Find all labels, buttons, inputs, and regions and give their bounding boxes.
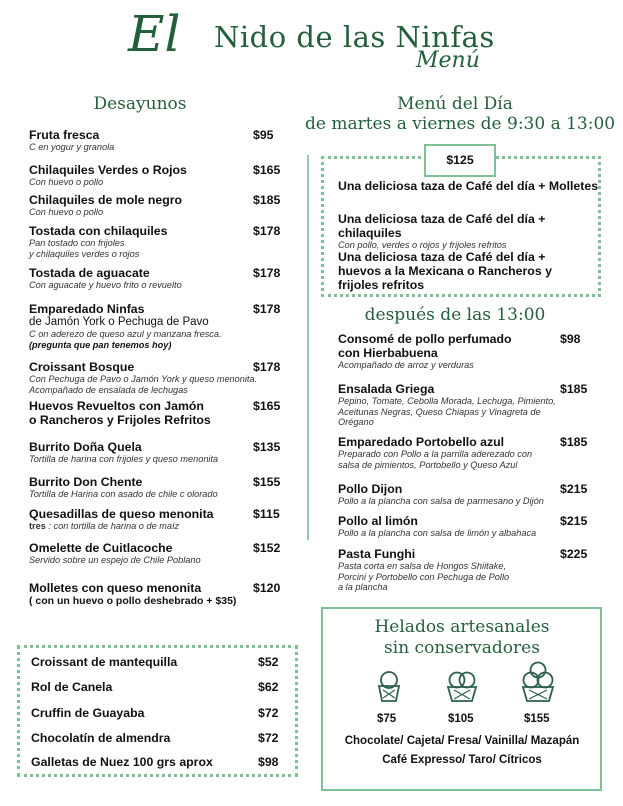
- menu-item: [338, 547, 560, 593]
- item-name: Pollo Dijon: [338, 482, 403, 496]
- item-name: Tostada con chilaquiles: [29, 224, 168, 238]
- logo-el-script: El: [128, 5, 181, 63]
- item-description: Pasta corta en salsa de Hongos Shiitake,: [338, 561, 507, 571]
- item-description: y chilaquiles verdes o rojos: [29, 248, 140, 259]
- item-description: a la plancha: [338, 582, 388, 592]
- helados-flavors: Chocolate/ Cajeta/ Fresa/ Vainilla/ Mazapán: [344, 735, 580, 747]
- item-name: Huevos Revueltos con Jamón: [29, 399, 204, 413]
- item-description: Acompañado de arroz y verduras: [338, 360, 474, 370]
- item-name: Croissant Bosque: [29, 360, 135, 374]
- pastry-name: Galletas de Nuez 100 grs aprox: [31, 755, 213, 769]
- item-price: $165: [253, 399, 281, 413]
- item-description: Pollo a la plancha con salsa de limón y albahaca: [338, 528, 537, 538]
- item-description: C en yogur y granola: [29, 142, 115, 152]
- menu-dia-schedule: de martes a viernes de 9:30 a 13:00: [305, 114, 616, 134]
- menu-item: [29, 266, 282, 291]
- helado-price-small: $75: [377, 713, 397, 725]
- item-price: $178: [253, 360, 281, 374]
- menu-item: [338, 514, 560, 539]
- item-description: Con aguacate y huevo frito o revuelto: [29, 280, 182, 290]
- restaurant-name: Nido de las Ninfas: [214, 20, 495, 54]
- item-description: : con tortilla de harina o de maíz: [45, 521, 180, 531]
- item-name: Chilaquiles de mole negro: [29, 193, 183, 207]
- item-description: Pepino, Tomate, Cebolla Morada, Lechuga, Pimiento,: [338, 396, 556, 406]
- helados-heading: Helados artesanales: [374, 617, 550, 637]
- item-price: $225: [560, 547, 588, 561]
- helados-flavors-line2: Café Expresso/ Taro/ Cítricos: [382, 754, 542, 766]
- ice-cream-cup-three-scoops-icon: [521, 660, 555, 704]
- item-name: Burrito Don Chente: [29, 475, 143, 489]
- item-name: Emparedado Portobello azul: [338, 435, 505, 449]
- option-name: Una deliciosa taza de Café del día +: [338, 250, 546, 264]
- pastry-row: [31, 655, 281, 669]
- item-name: Emparedado Ninfas: [29, 302, 145, 316]
- menu-item: [29, 507, 282, 532]
- menu-item: [338, 382, 560, 428]
- item-price: $185: [560, 435, 588, 449]
- item-price: $165: [253, 163, 281, 177]
- item-name: Ensalada Griega: [338, 382, 435, 396]
- item-price: $178: [253, 224, 281, 238]
- option-name-line2: chilaquiles: [338, 226, 402, 240]
- item-subtitle: de Jamón York o Pechuga de Pavo: [29, 316, 209, 328]
- item-price: $135: [253, 440, 281, 454]
- item-name: Fruta fresca: [29, 128, 100, 142]
- menu-item: [29, 399, 282, 427]
- item-price: $215: [560, 482, 588, 496]
- pastry-name: Cruffin de Guayaba: [31, 706, 145, 720]
- menu-item: [29, 193, 282, 218]
- item-price: $178: [253, 266, 281, 280]
- item-price: $95: [253, 128, 274, 142]
- item-name: Pasta Funghi: [338, 547, 416, 561]
- pastry-price: $62: [258, 680, 279, 694]
- menu-dia-heading: Menú del Día: [397, 94, 513, 114]
- item-price: $152: [253, 541, 281, 555]
- item-name: Tostada de aguacate: [29, 266, 150, 280]
- item-description: salsa de pimientos, Portobello y Queso Azul: [338, 459, 518, 470]
- item-price: $215: [560, 514, 588, 528]
- despues-heading: después de las 13:00: [364, 305, 546, 325]
- option-name-line3: frijoles refritos: [338, 278, 425, 292]
- item-price: $115: [253, 507, 280, 521]
- item-name-line2: con Hierbabuena: [338, 346, 438, 360]
- menu-script: Menú: [416, 48, 480, 73]
- pastry-price: $98: [258, 755, 279, 769]
- menu-item: [29, 581, 282, 607]
- item-description: Con huevo o pollo: [29, 177, 104, 187]
- item-price: $185: [253, 193, 281, 207]
- menu-item: [338, 332, 560, 371]
- item-name: Omelette de Cuitlacoche: [29, 541, 173, 555]
- menu-dia-option: [338, 179, 618, 193]
- pastry-price: $72: [258, 731, 279, 745]
- item-price: $178: [253, 302, 281, 316]
- menu-dia-option: [338, 250, 588, 292]
- item-name: Molletes con queso menonita: [29, 581, 202, 595]
- pastry-row: [31, 680, 281, 694]
- item-description: Con Pechuga de Pavo o Jamón York y queso menonita.: [29, 374, 258, 384]
- item-name-line2: o Rancheros y Frijoles Refritos: [29, 413, 211, 427]
- menu-item: [338, 482, 560, 507]
- menu-item: [29, 360, 282, 395]
- menu-dia-option: [338, 212, 588, 251]
- pastry-row: [31, 731, 281, 745]
- menu-item: [29, 302, 282, 351]
- item-description: C on aderezo de queso azul y manzana fresca.: [29, 329, 222, 339]
- item-note: (pregunta que pan tenemos hoy): [29, 339, 172, 350]
- item-description: Tortilla de Harina con asado de chile c olorado: [29, 489, 218, 499]
- item-description: Con huevo o pollo: [29, 207, 104, 217]
- menu-item: [29, 440, 282, 465]
- option-name: Una deliciosa taza de Café del día +: [338, 212, 546, 226]
- item-description: Tortilla de harina con frijoles y queso menonita: [29, 454, 219, 464]
- item-description: Porcini y Portobello con Pechuga de Pollo: [338, 571, 510, 582]
- item-description: Aceitunas Negras, Queso Chiapas y Vinagreta de: [338, 406, 541, 417]
- item-price: $155: [253, 475, 281, 489]
- item-name: Consomé de pollo perfumado: [338, 332, 512, 346]
- pastry-name: Chocolatín de almendra: [31, 731, 171, 745]
- menu-item: [29, 541, 282, 566]
- option-name: Una deliciosa taza de Café del día + Molletes: [338, 179, 599, 193]
- item-price: $185: [560, 382, 588, 396]
- menu-dia-price: $125: [424, 144, 496, 177]
- helados-subheading: sin conservadores: [384, 638, 540, 658]
- menu-item: [29, 475, 282, 500]
- item-extra: ( con un huevo o pollo deshebrado + $35): [29, 595, 237, 607]
- desayunos-heading: Desayunos: [93, 94, 187, 114]
- item-description-bold: tres: [29, 521, 46, 531]
- item-name: Pollo al limón: [338, 514, 418, 528]
- option-description: Con pollo, verdes o rojos y frijoles refritos: [338, 240, 507, 250]
- ice-cream-cup-one-scoop-icon: [376, 668, 402, 704]
- item-name: Quesadillas de queso menonita: [29, 507, 214, 521]
- menu-item: [29, 224, 282, 259]
- item-description: Preparado con Pollo a la parrilla aderezado con: [338, 449, 533, 459]
- pastry-row: [31, 755, 281, 769]
- pastry-price: $52: [258, 655, 279, 669]
- helado-price-large: $155: [524, 713, 550, 725]
- menu-item: [338, 435, 560, 470]
- item-description: Orégano: [338, 417, 374, 427]
- pastry-name: Rol de Canela: [31, 680, 113, 694]
- item-description: Pollo a la plancha con salsa de parmesano y Dijón: [338, 496, 544, 506]
- helado-price-medium: $105: [448, 713, 474, 725]
- item-description: Servido sobre un espejo de Chile Poblano: [29, 555, 201, 565]
- pastry-price: $72: [258, 706, 279, 720]
- item-description: Pan tostado con frijoles: [29, 238, 125, 248]
- column-divider: [307, 155, 309, 540]
- item-description: Acompañado de ensalada de lechugas: [29, 384, 188, 395]
- pastry-row: [31, 706, 281, 720]
- ice-cream-cup-two-scoops-icon: [446, 668, 478, 704]
- item-name: Chilaquiles Verdes o Rojos: [29, 163, 187, 177]
- item-price: $98: [560, 332, 581, 346]
- pastry-name: Croissant de mantequilla: [31, 655, 178, 669]
- menu-item: [29, 128, 282, 153]
- item-price: $120: [253, 581, 281, 595]
- menu-item: [29, 163, 282, 188]
- option-name-line2: huevos a la Mexicana o Rancheros y: [338, 264, 552, 278]
- item-name: Burrito Doña Quela: [29, 440, 142, 454]
